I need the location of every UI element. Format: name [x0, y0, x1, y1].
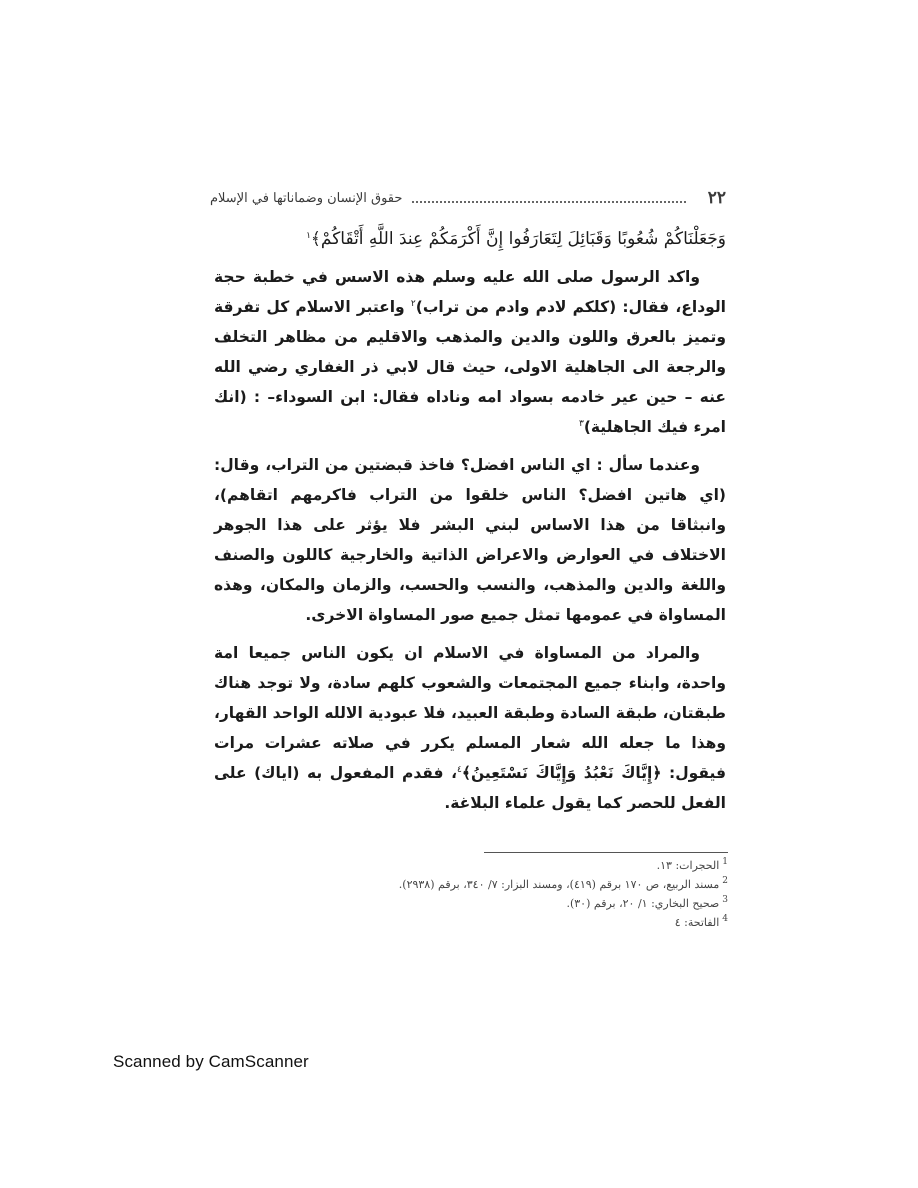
- footnote-item: [300, 894, 728, 913]
- footnote-ref-4[interactable]: ٤: [457, 764, 462, 775]
- verse-paragraph: [214, 224, 726, 254]
- footnote-text: الفاتحة: ٤: [674, 916, 720, 929]
- running-title: حقوق الإنسان وضماناتها في الإسلام: [210, 190, 403, 206]
- footnotes: [300, 856, 728, 932]
- footnote-ref-1[interactable]: ١: [306, 230, 311, 241]
- footnote-text: صحيح البخاري: ١/ ٢٠، برقم (٣٠).: [566, 897, 720, 910]
- footnote-ref-2[interactable]: ٢: [410, 298, 416, 309]
- footnote-item: [300, 875, 728, 894]
- paragraph-farewell-sermon: [214, 262, 726, 442]
- footnote-number: 3: [722, 895, 728, 906]
- footnote-item: [300, 856, 728, 875]
- footnote-ref-3[interactable]: ٣: [578, 418, 584, 429]
- footnote-separator: [484, 852, 728, 853]
- footnote-number: 2: [722, 876, 728, 887]
- footnote-text: مسند الربيع، ص ١٧٠ برقم (٤١٩)، ومسند البزار: ٧/ ٣٤٠، برقم (٢٩٣٨).: [398, 878, 720, 891]
- paragraph-equality: [214, 450, 726, 630]
- page-header: [210, 184, 726, 212]
- footnote-item: [300, 913, 728, 932]
- footnote-number: 4: [722, 914, 728, 925]
- paragraph-3-continuation: ، فقدم المفعول به (اياك) على الفعل للحصر كما يقول علماء البلاغة.: [214, 764, 726, 812]
- footnote-number: 1: [722, 857, 728, 868]
- paragraph-2-text: وعندما سأل : اي الناس افضل؟ فاخذ قبضتين من التراب، وقال: (اي هاتين افضل؟ الناس خلقوا من التراب فاكرمهم اتقاهم)، وانبثاقا من هذا الاساس لبني البشر فلا يؤثر على هذا الجوهر الاختلاف في العوارض والاعراض الذاتية والخارجية كاللون والصنف واللغة والدين والمذهب، والنسب والحسب، والزمان والمكان، وهذه المساواة في عمومها تمثل جميع صور المساواة الاخرى.: [214, 456, 726, 624]
- page-number: ٢٢: [707, 188, 726, 208]
- quran-verse: وَجَعَلْنَاكُمْ شُعُوبًا وَقَبَائِلَ لِتَعَارَفُوا إِنَّ أَكْرَمَكُمْ عِندَ اللَّهِ أَتْقَاكُمْ﴾: [310, 229, 726, 249]
- header-dotted-leader: [412, 201, 685, 203]
- paragraph-3-text: والمراد من المساواة في الاسلام ان يكون الناس جميعا امة واحدة، وابناء جميع المجتمعات والشعوب كلهم سادة، ولا توجد هناك طبقتان، طبقة السادة وطبقة العبيد، فلا عبودية الالله الواحد القهار، وهذا ما جعله الله شعار المسلم يكرر في صلاته عشرات مرات فيقول: ﴿إِيَّاكَ نَعْبُدُ وَإِيَّاكَ نَسْتَعِينُ﴾: [214, 644, 726, 782]
- footnote-text: الحجرات: ١٣.: [656, 859, 720, 872]
- scanner-watermark: Scanned by CamScanner: [113, 1052, 309, 1071]
- paragraph-1-text: واكد الرسول صلى الله عليه وسلم هذه الاسس في خطبة حجة الوداع، فقال: (كلكم لادم وادم من تراب): [214, 268, 726, 316]
- paragraph-one-nation: [214, 638, 726, 818]
- body-text: [214, 224, 726, 826]
- paragraph-1-continuation: واعتبر الاسلام كل تفرقة وتميز بالعرق واللون والدين والمذهب والاقليم من مظاهر التخلف والرجعة الى الجاهلية الاولى، حيث قال لابي ذر الغفاري رضي الله عنه – حين عير خادمه بسواد امه وناداه فقال: ابن السوداء– : (انك امرء فيك الجاهلية): [214, 298, 726, 436]
